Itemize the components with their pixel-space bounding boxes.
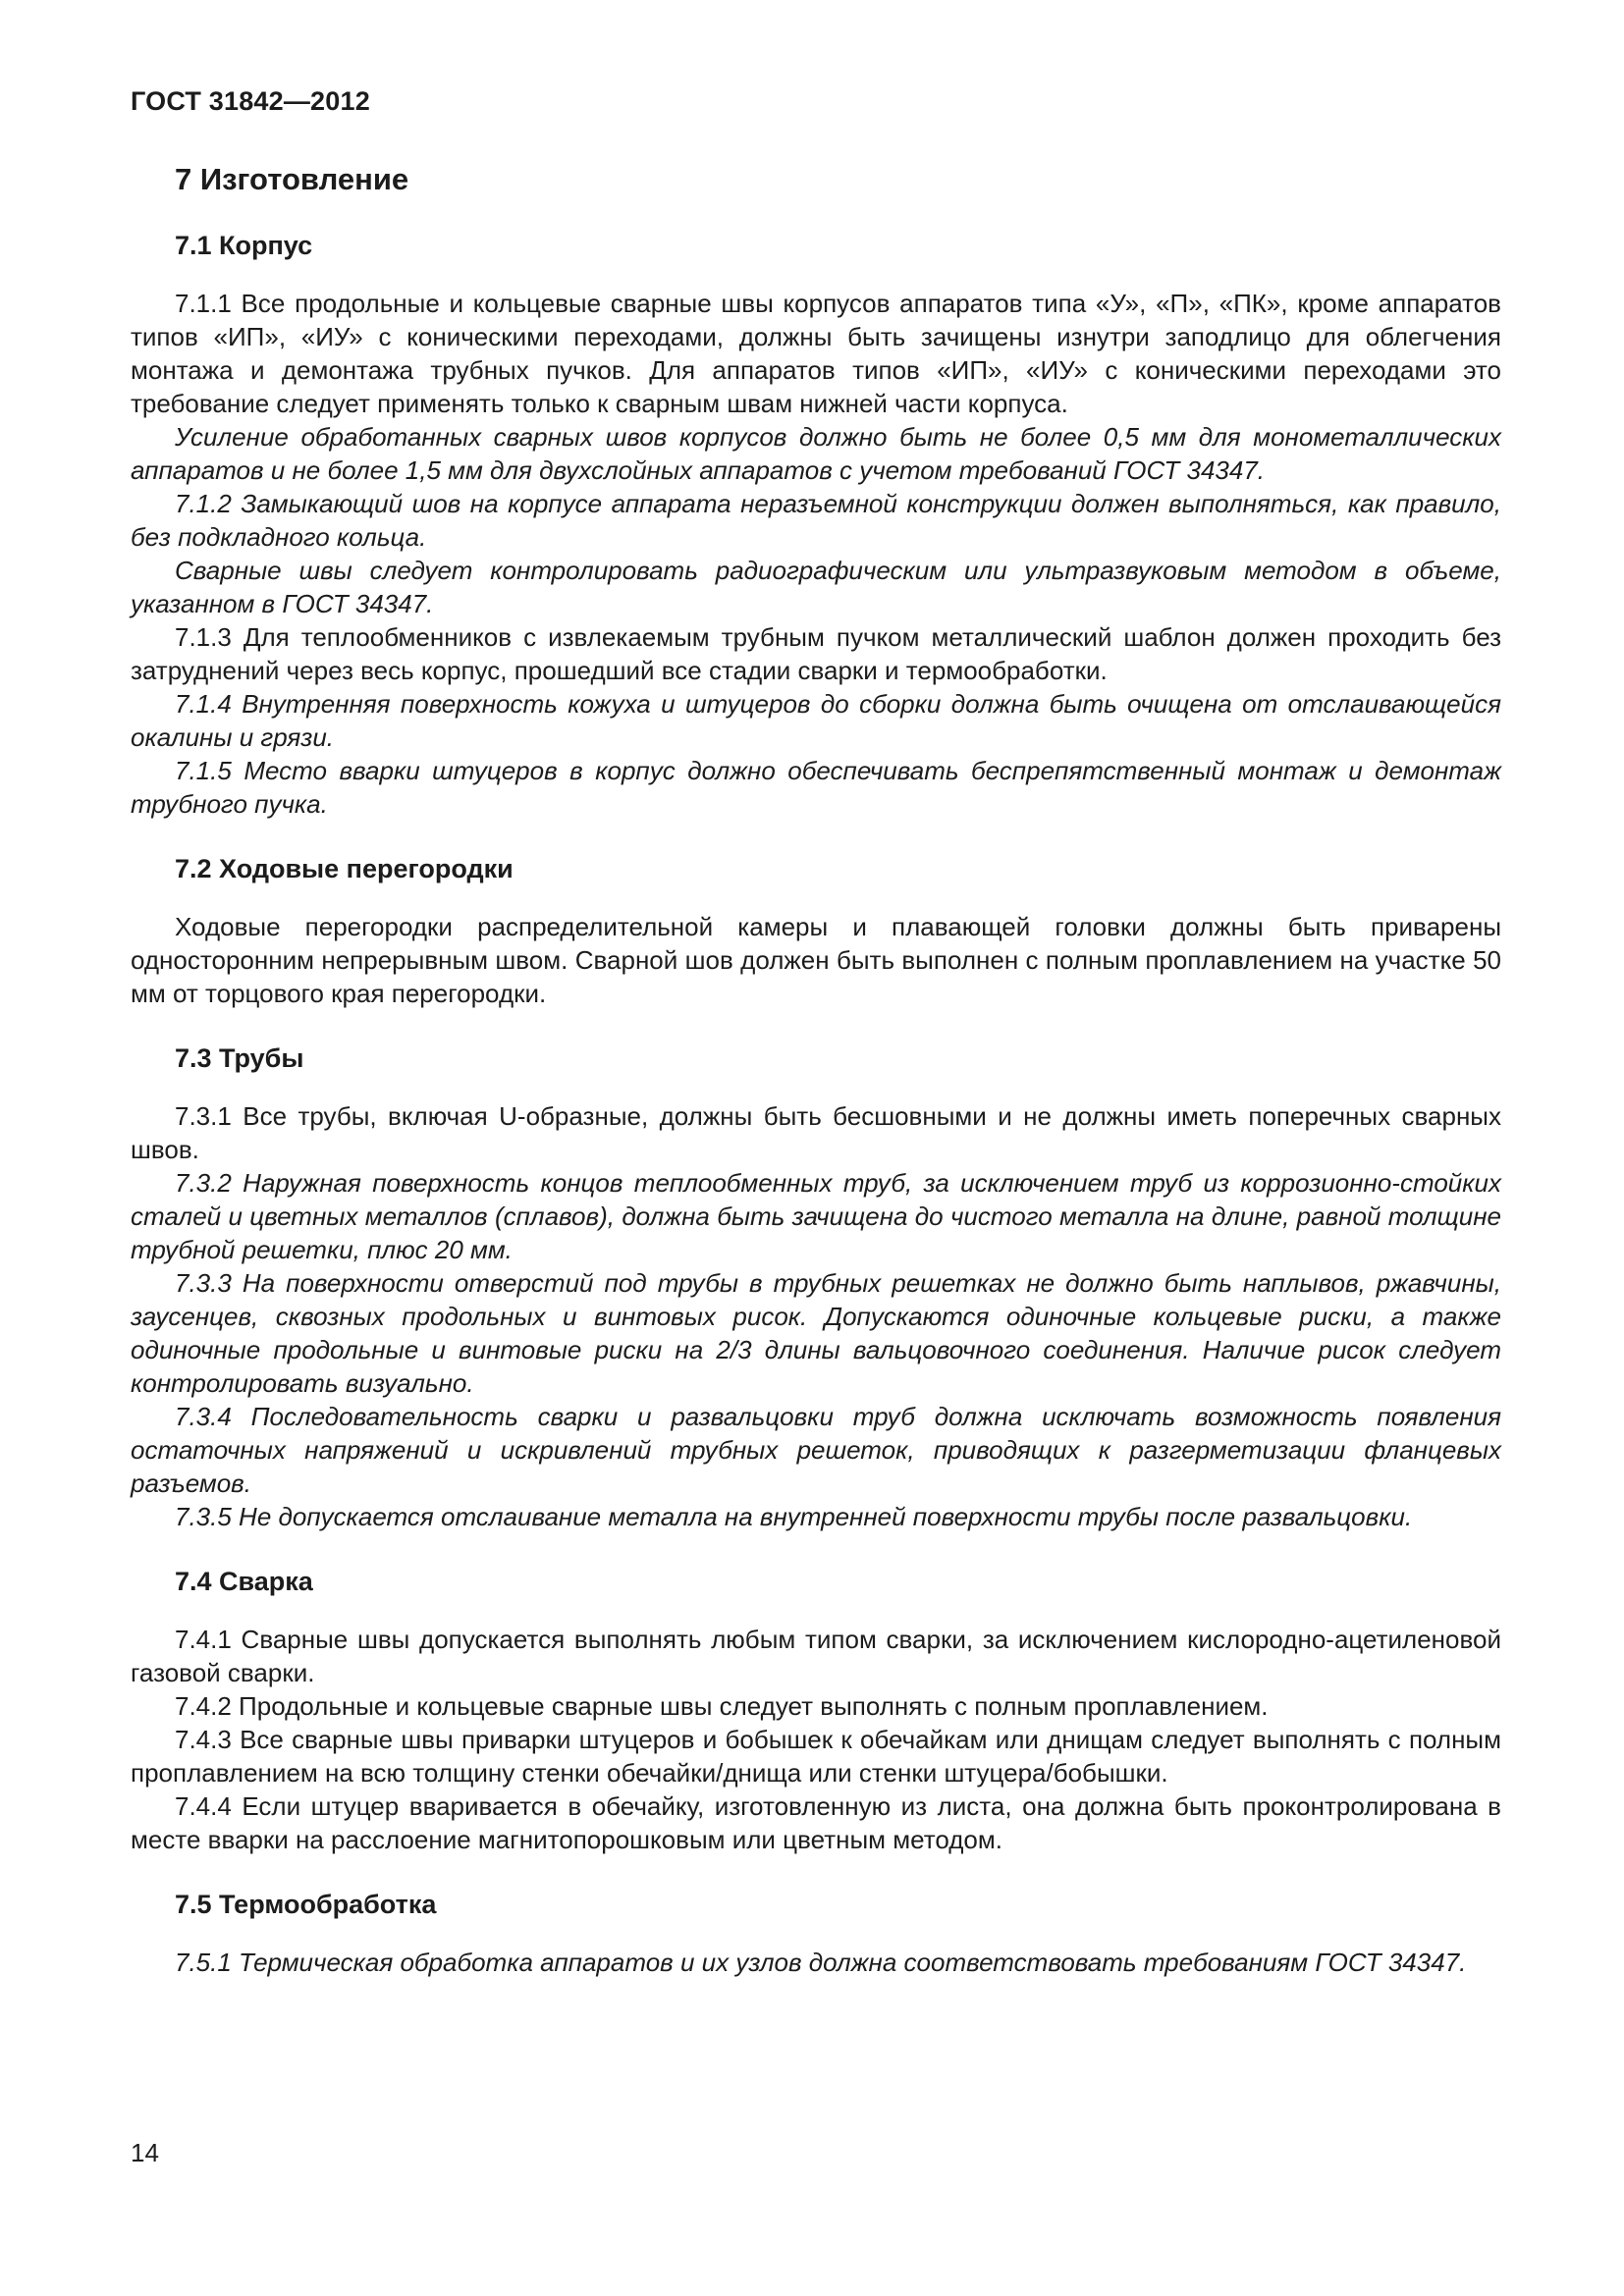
paragraph: Ходовые перегородки распределительной камеры и плавающей головки должны быть приварены односторонним непрерывным швом. Сварной шов должен быть выполнен с полным проплавлением на участке 50 мм от торцового края перегородки. xyxy=(131,912,1501,1008)
paragraph: Усиление обработанных сварных швов корпусов должно быть не более 0,5 мм для монометаллических аппаратов и не более 1,5 мм для двухслойных аппаратов с учетом требований ГОСТ 34347. xyxy=(131,422,1501,485)
page-number: 14 xyxy=(131,2138,159,2167)
paragraph: 7.3.3 На поверхности отверстий под трубы в трубных решетках не должно быть наплывов, ржавчины, заусенцев, сквозных продольных и винтовых рисок. Допускаются одиночные кольцевые риски, а также одиночные продольные и винтовые риски на 2/3 длины вальцовочного соединения. Наличие рисок следует контролировать визуально. xyxy=(131,1268,1501,1398)
section-title: 7.2 Ходовые перегородки xyxy=(175,854,514,883)
paragraph: 7.4.1 Сварные швы допускается выполнять любым типом сварки, за исключением кислородно-ацетиленовой газовой сварки. xyxy=(131,1625,1501,1687)
paragraph: 7.1.1 Все продольные и кольцевые сварные швы корпусов аппаратов типа «У», «П», «ПК», кроме аппаратов типов «ИП», «ИУ» с коническими переходами, должны быть зачищены изнутри заподлицо для облегчения монтажа и демонтажа трубных пучков. Для аппаратов типов «ИП», «ИУ» с коническими переходами это требование следует применять только к сварным швам нижней части корпуса. xyxy=(131,289,1501,418)
section-title: 7.5 Термообработка xyxy=(175,1890,437,1919)
paragraph: 7.5.1 Термическая обработка аппаратов и их узлов должна соответствовать требованиям ГОСТ 34347. xyxy=(175,1948,1467,1977)
page-content xyxy=(131,86,1501,1979)
paragraph: Сварные швы следует контролировать радиографическим или ультразвуковым методом в объеме, указанном в ГОСТ 34347. xyxy=(131,556,1501,618)
section xyxy=(131,231,1501,821)
section-title: 7.4 Сварка xyxy=(175,1567,313,1596)
chapter-title: 7 Изготовление xyxy=(175,162,409,196)
paragraph: 7.4.2 Продольные и кольцевые сварные швы следует выполнять с полным проплавлением. xyxy=(175,1691,1269,1721)
paragraph: 7.4.4 Если штуцер вваривается в обечайку, изготовленную из листа, она должна быть проконтролирована в месте вварки на расслоение магнитопорошковым или цветным методом. xyxy=(131,1791,1501,1854)
paragraph: 7.4.3 Все сварные швы приварки штуцеров и бобышек к обечайкам или днищам следует выполнять с полным проплавлением на всю толщину стенки обечайки/днища или стенки штуцера/бобышки. xyxy=(131,1725,1501,1788)
section xyxy=(131,1567,1501,1856)
paragraph: 7.1.3 Для теплообменников с извлекаемым трубным пучком металлический шаблон должен проходить без затруднений через весь корпус, прошедший все стадии сварки и термообработки. xyxy=(131,622,1501,685)
paragraph: 7.3.1 Все трубы, включая U-образные, должны быть бесшовными и не должны иметь поперечных сварных швов. xyxy=(131,1101,1501,1164)
paragraph: 7.3.5 Не допускается отслаивание металла на внутренней поверхности трубы после развальцовки. xyxy=(175,1502,1413,1531)
section xyxy=(131,1043,1501,1533)
paragraph: 7.1.4 Внутренняя поверхность кожуха и штуцеров до сборки должна быть очищена от отслаивающейся окалины и грязи. xyxy=(131,689,1501,752)
paragraph: 7.1.2 Замыкающий шов на корпусе аппарата неразъемной конструкции должен выполняться, как правило, без подкладного кольца. xyxy=(131,489,1501,552)
section xyxy=(131,1890,1501,1979)
section xyxy=(131,854,1501,1010)
paragraph: 7.3.2 Наружная поверхность концов теплообменных труб, за исключением труб из коррозионно-стойких сталей и цветных металлов (сплавов), должна быть зачищена до чистого металла на длине, равной толщине трубной решетки, плюс 20 мм. xyxy=(131,1168,1501,1264)
section-title: 7.3 Трубы xyxy=(175,1043,304,1073)
paragraph: 7.1.5 Место вварки штуцеров в корпус должно обеспечивать беспрепятственный монтаж и демонтаж трубного пучка. xyxy=(131,756,1501,819)
document-header: ГОСТ 31842—2012 xyxy=(131,86,370,116)
paragraph: 7.3.4 Последовательность сварки и развальцовки труб должна исключать возможность появления остаточных напряжений и искривлений трубных решеток, приводящих к разгерметизации фланцевых разъемов. xyxy=(131,1402,1501,1498)
sections xyxy=(131,231,1501,1979)
section-title: 7.1 Корпус xyxy=(175,231,313,260)
